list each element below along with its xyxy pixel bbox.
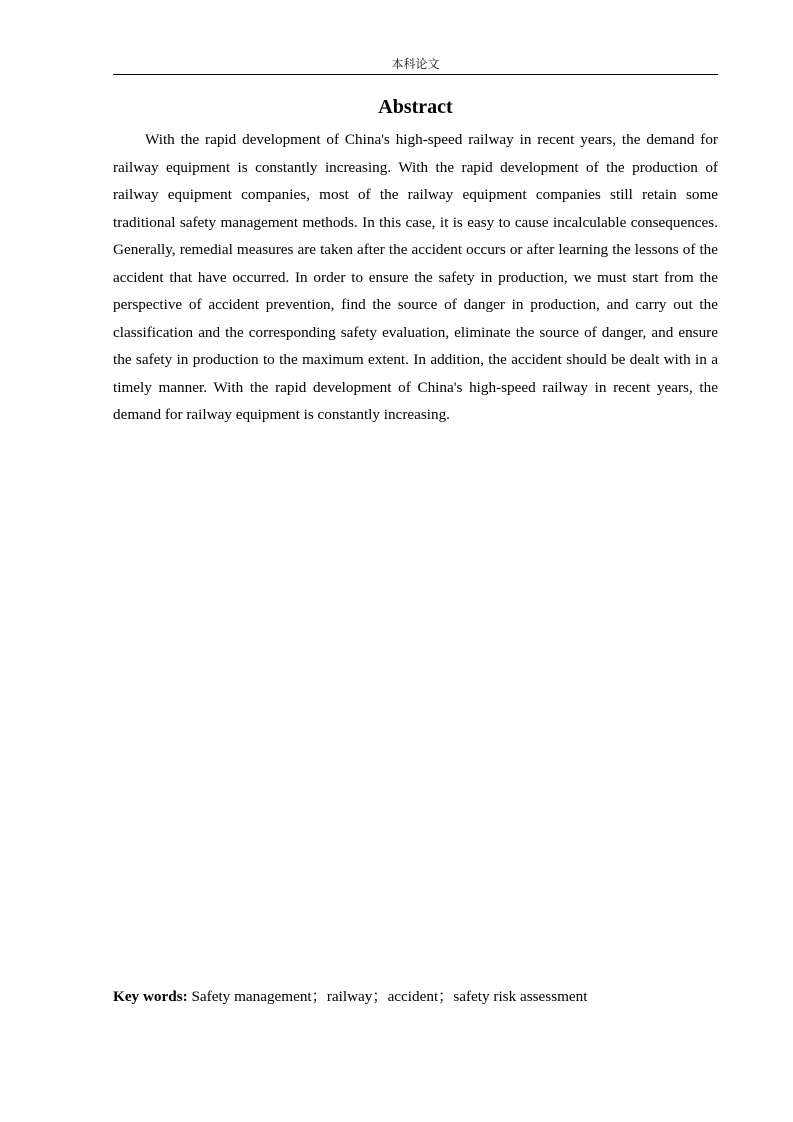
abstract-title: Abstract — [378, 96, 453, 118]
keywords-label: Key words: — [113, 988, 188, 1005]
header-rule — [113, 74, 718, 75]
keywords-line — [113, 986, 718, 1008]
abstract-body: With the rapid development of China's high-speed railway in recent years, the demand for railway equipment is constantly increasing. With the rapid development of the production of railway equipment companies, most of the railway equipment companies still retain some traditional safety management methods. In this case, it is easy to cause incalculable consequences. Generally, remedial measures are taken after the accident occurs or after learning the lessons of the accident that have occurred. In order to ensure the safety in production, we must start from the perspective of accident prevention, find the source of danger in production, and carry out the classification and the corresponding safety evaluation, eliminate the source of danger, and ensure the safety in production to the maximum extent. In addition, the accident should be dealt with in a timely manner. With the rapid development of China's high-speed railway in recent years, the demand for railway equipment is constantly increasing. — [113, 131, 718, 423]
keywords-text: Safety management；railway；accident；safety risk assessment — [187, 988, 588, 1005]
running-header: 本科论文 — [391, 57, 440, 71]
